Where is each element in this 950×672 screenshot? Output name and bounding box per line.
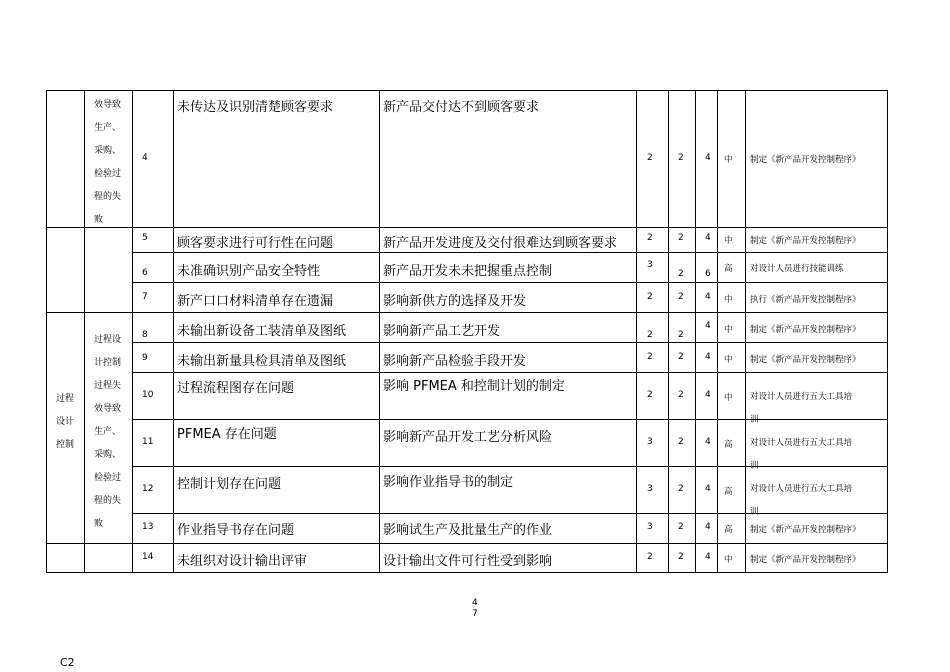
risk-level: 中: [724, 555, 733, 565]
risk-level: 高: [724, 440, 733, 450]
occurrence: 2: [678, 269, 684, 279]
control-action: 制定《新产品开发控制程序》: [750, 236, 861, 246]
risk-effect: 新产品开发未未把握重点控制: [383, 264, 553, 279]
severity: 2: [647, 153, 653, 163]
occurrence: 2: [678, 437, 684, 447]
risk-item: 顾客要求进行可行性在问题: [177, 236, 334, 251]
risk-effect: 影响新产品检验手段开发: [383, 354, 527, 369]
risk-score: 6: [705, 269, 711, 279]
risk-item: 未准确识别产品安全特性: [177, 264, 321, 279]
control-action-line: 对设计人员进行五大工具培: [750, 438, 853, 448]
occurrence: 2: [678, 330, 684, 340]
row-number: 10: [142, 390, 154, 400]
risk-item: PFMEA 存在问题: [177, 427, 277, 442]
risk-effect: 新产品开发进度及交付很难达到顾客要求: [383, 236, 618, 251]
occurrence: 2: [678, 352, 684, 362]
risk-level: 中: [724, 393, 733, 403]
row-number: 11: [142, 437, 154, 447]
risk-item: 作业指导书存在问题: [177, 523, 295, 538]
control-action: 制定《新产品开发控制程序》: [750, 155, 861, 165]
process-line: 过程: [56, 394, 75, 404]
group2-desc-line: 计控制: [94, 358, 122, 368]
control-action: 制定《新产品开发控制程序》: [750, 555, 861, 565]
group2-process-label: [56, 388, 84, 457]
process-line: 控制: [56, 440, 75, 450]
risk-score: 4: [705, 321, 711, 331]
control-action-line: 训: [750, 415, 759, 425]
group2-desc-line: 采购、: [94, 450, 122, 460]
risk-item: 控制计划存在问题: [177, 477, 282, 492]
risk-effect: 影响新产品工艺开发: [383, 324, 501, 339]
group2-desc-line: 过程设: [94, 335, 122, 345]
occurrence: 2: [678, 390, 684, 400]
risk-item: 未传达及识别清楚顾客要求: [177, 100, 334, 115]
group1-failure-description: [94, 94, 132, 232]
risk-level: 高: [724, 264, 733, 274]
risk-item: 未输出新量具检具清单及图纸: [177, 354, 347, 369]
group1-desc-line: 程的失: [94, 192, 122, 202]
risk-item: 未组织对设计输出评审: [177, 554, 308, 569]
control-action: 制定《新产品开发控制程序》: [750, 325, 861, 335]
row-number: 9: [142, 353, 148, 363]
page-number-line: 7: [472, 609, 478, 619]
risk-level: 中: [724, 236, 733, 246]
risk-level: 中: [724, 325, 733, 335]
group1-desc-line: 生产、: [94, 123, 122, 133]
row-number: 7: [142, 292, 148, 302]
control-action: 对设计人员进行技能训练: [750, 264, 844, 274]
page-number-line: 4: [472, 598, 478, 608]
severity: 3: [647, 437, 653, 447]
risk-level: 高: [724, 487, 733, 497]
control-action-line: 训: [750, 461, 759, 471]
group2-desc-line: 过程失: [94, 381, 122, 391]
process-line: 设计: [56, 417, 75, 427]
group2-failure-description: [94, 329, 132, 536]
control-action: 制定《新产品开发控制程序》: [750, 355, 861, 365]
risk-level: 中: [724, 355, 733, 365]
risk-effect: 影响 PFMEA 和控制计划的制定: [383, 379, 565, 394]
risk-effect: 影响新产品开发工艺分析风险: [383, 430, 553, 445]
occurrence: 2: [678, 552, 684, 562]
risk-score: 4: [705, 390, 711, 400]
row-number: 6: [142, 268, 148, 278]
risk-item: 过程流程图存在问题: [177, 381, 295, 396]
risk-effect: 设计输出文件可行性受到影响: [383, 554, 553, 569]
risk-table: [46, 90, 888, 573]
risk-score: 4: [705, 484, 711, 494]
severity: 2: [647, 330, 653, 340]
occurrence: 2: [678, 484, 684, 494]
risk-effect: 影响试生产及批量生产的作业: [383, 523, 553, 538]
risk-score: 4: [705, 292, 711, 302]
corner-label: C2: [60, 656, 75, 669]
page-number: [472, 598, 478, 620]
group1-desc-line: 败: [94, 215, 104, 225]
severity: 3: [647, 484, 653, 494]
row-number: 5: [142, 233, 148, 243]
risk-level: 高: [724, 525, 733, 535]
risk-level: 中: [724, 295, 733, 305]
severity: 2: [647, 292, 653, 302]
control-action-line: 对设计人员进行五大工具培: [750, 484, 853, 494]
group2-desc-line: 程的失: [94, 496, 122, 506]
occurrence: 2: [678, 292, 684, 302]
row-number: 8: [142, 330, 148, 340]
risk-score: 4: [705, 522, 711, 532]
row-number: 4: [142, 153, 148, 163]
group2-desc-line: 败: [94, 519, 104, 529]
occurrence: 2: [678, 153, 684, 163]
risk-item: 新产口口材料清单存在遗漏: [177, 294, 334, 309]
group2-desc-line: 检验过: [94, 473, 122, 483]
risk-item: 未输出新设备工装清单及图纸: [177, 324, 347, 339]
risk-effect: 影响作业指导书的制定: [383, 475, 514, 490]
row-number: 14: [142, 552, 154, 562]
risk-effect: 新产品交付达不到顾客要求: [383, 100, 540, 115]
severity: 2: [647, 390, 653, 400]
control-action: [750, 432, 852, 478]
group1-desc-line: 效导致: [94, 100, 122, 110]
risk-level: 中: [724, 155, 733, 165]
severity: 2: [647, 552, 653, 562]
risk-score: 4: [705, 437, 711, 447]
control-action: 制定《新产品开发控制程序》: [750, 525, 861, 535]
group2-desc-line: 效导致: [94, 404, 122, 414]
risk-score: 4: [705, 153, 711, 163]
severity: 3: [647, 522, 653, 532]
control-action-line: 对设计人员进行五大工具培: [750, 392, 853, 402]
severity: 2: [647, 352, 653, 362]
risk-score: 4: [705, 233, 711, 243]
row-number: 13: [142, 522, 154, 532]
occurrence: 2: [678, 233, 684, 243]
control-action: 执行《新产品开发控制程序》: [750, 295, 861, 305]
group2-desc-line: 生产、: [94, 427, 122, 437]
group1-desc-line: 采购、: [94, 146, 122, 156]
severity: 2: [647, 233, 653, 243]
severity: 3: [647, 260, 653, 270]
occurrence: 2: [678, 522, 684, 532]
risk-score: 4: [705, 552, 711, 562]
group1-desc-line: 检验过: [94, 169, 122, 179]
control-action-line: 训: [750, 507, 759, 517]
risk-score: 4: [705, 352, 711, 362]
risk-effect: 影响新供方的选择及开发: [383, 294, 527, 309]
control-action: [750, 478, 852, 524]
row-number: 12: [142, 484, 154, 494]
control-action: [750, 386, 852, 432]
